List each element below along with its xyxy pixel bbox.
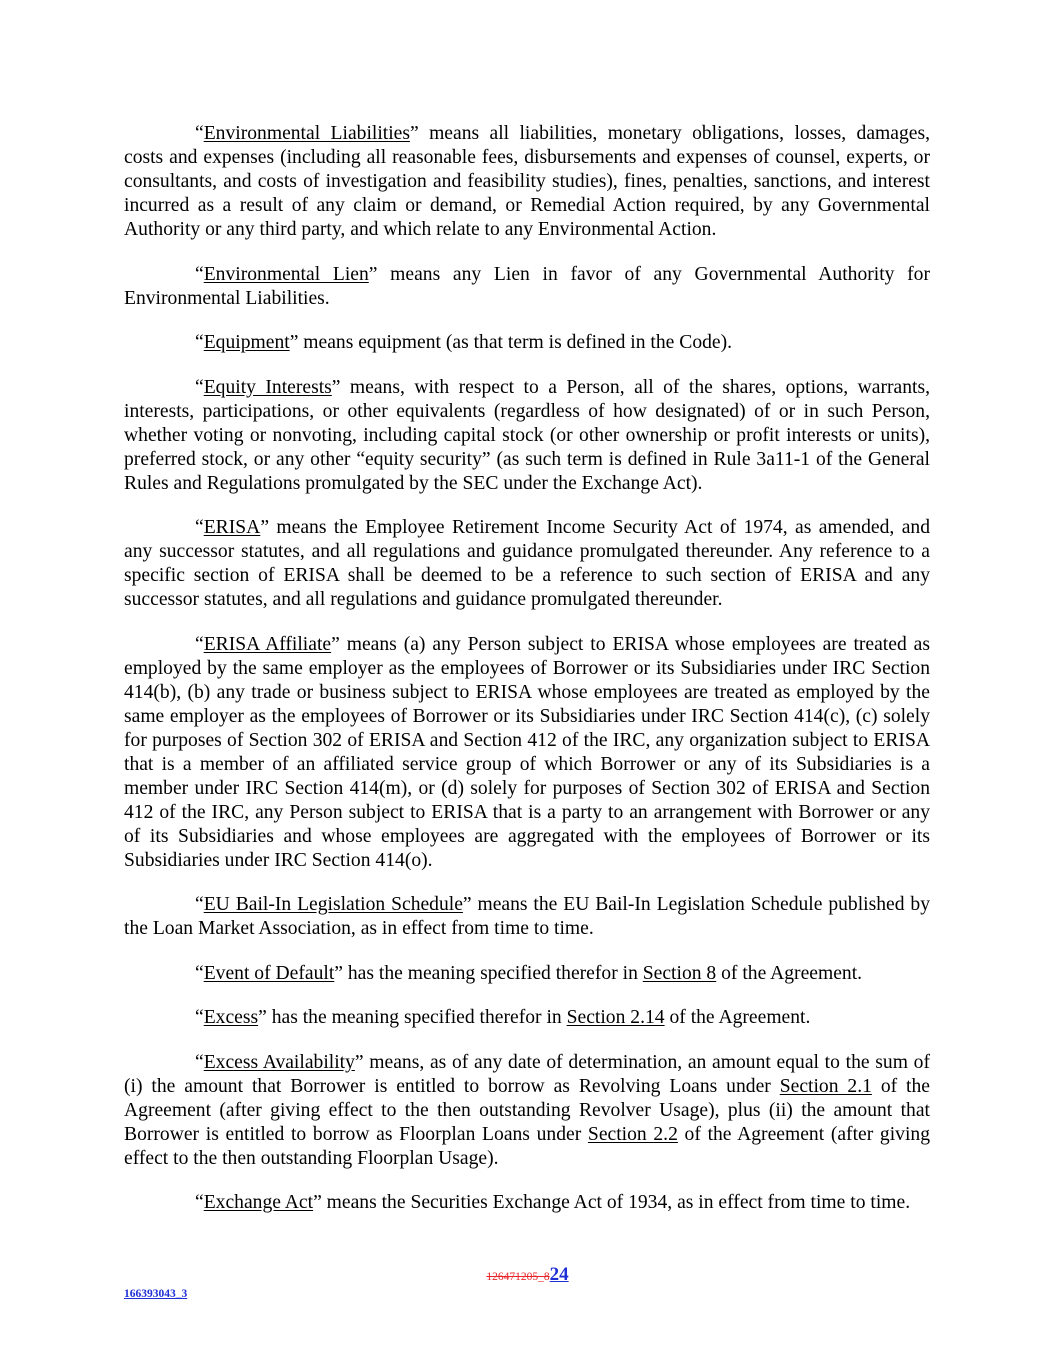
section-reference: Section 2.14 bbox=[566, 1007, 665, 1028]
defined-term: Excess bbox=[203, 1007, 259, 1028]
definition-paragraph: “ERISA Affiliate” means (a) any Person subject to ERISA whose employees are treated as employed by the same employer as the employees of Borrower or its Subsidiaries under IRC Section 414(b), (b) any trade or business subject to ERISA whose employees are treated as employed by the same employer as the employees of Borrower or its Subsidiaries under IRC Section 414(c), (c) solely for purposes of Section 302 of ERISA and Section 412 of the IRC, any organization subject to ERISA that is a member of an affiliated service group of which Borrower or any of its Subsidiaries is a member under IRC Section 414(m), or (d) solely for purposes of Section 302 of ERISA and Section 412 of the IRC, any Person subject to ERISA that is a party to an arrangement with Borrower or any of its Subsidiaries and whose employees are aggregated with the employees of Borrower or its Subsidiaries under IRC Section 414(o). bbox=[124, 633, 930, 871]
defined-term: Event of Default bbox=[203, 962, 335, 984]
definition-text: ” has the meaning specified therefor in bbox=[258, 1007, 567, 1028]
definition-paragraph: “Exchange Act” means the Securities Exchange Act of 1934, as in effect from time to time. bbox=[195, 1192, 911, 1213]
definition-text: ” means, as of any date of determination, an amount equal to the sum of (i) the amount that Borrower is entitled to borrow as Revolving Loans under bbox=[124, 1051, 930, 1097]
deleted-document-id: 126471205_8 bbox=[486, 1271, 550, 1283]
page-footer bbox=[0, 1264, 1055, 1286]
definition-text: ” means any Lien in favor of any Governmental Authority for Environmental Liabilities. bbox=[124, 263, 930, 309]
defined-term: Excess Availability bbox=[203, 1051, 355, 1073]
definition-text: ” means equipment (as that term is defined in the Code). bbox=[289, 332, 733, 353]
page-number: 24 bbox=[549, 1264, 569, 1285]
defined-term: Exchange Act bbox=[203, 1192, 314, 1213]
definition-text: ” means the Securities Exchange Act of 1934, as in effect from time to time. bbox=[313, 1192, 911, 1213]
document-body bbox=[124, 122, 930, 1236]
section-reference: Section 2.1 bbox=[779, 1075, 872, 1097]
definition-paragraph: “Environmental Liabilities” means all liabilities, monetary obligations, losses, damages, costs and expenses (including all reasonable fees, disbursements and expenses of counsel, experts, or consultants, and costs of investigation and feasibility studies), fines, penalties, sanctions, and interest incurred as a result of any claim or demand, or Remedial Action required, by any Governmental Authority or any third party, and which relate to any Environmental Action. bbox=[124, 123, 930, 240]
defined-term: Equity Interests bbox=[203, 376, 332, 398]
defined-term: Equipment bbox=[203, 332, 290, 353]
section-reference: Section 2.2 bbox=[587, 1123, 678, 1145]
definition-text: ” has the meaning specified therefor in bbox=[334, 962, 643, 984]
definition-text: ” means the Employee Retirement Income Security Act of 1974, as amended, and any successor statutes, and all regulations and guidance promulgated thereunder. Any reference to a specific section of ERISA shall be deemed to be a reference to such section of ERISA and any successor statutes, and all regulations and guidance promulgated thereunder. bbox=[124, 517, 930, 610]
definition-text: ” means the EU Bail-In Legislation Schedule published by the Loan Market Association, as in effect from time to time. bbox=[124, 894, 930, 939]
section-reference: Section 8 bbox=[642, 962, 717, 984]
document-id: 166393043_3 bbox=[124, 1288, 188, 1300]
defined-term: Environmental Liabilities bbox=[203, 123, 410, 144]
definition-paragraph: “Event of Default” has the meaning specified therefor in Section 8 of the Agreement. bbox=[195, 962, 863, 984]
definition-text: ” means, with respect to a Person, all of the shares, options, warrants, interests, participations, or other equivalents (regardless of how designated) of or in such Person, whether voting or nonvoting, including capital stock (or other ownership or profit interests or units), preferred stock, or any other “equity security” (as such term is defined in Rule 3a11-1 of the General Rules and Regulations promulgated by the SEC under the Exchange Act). bbox=[124, 376, 930, 494]
definition-text: of the Agreement. bbox=[664, 1007, 811, 1028]
defined-term: ERISA Affiliate bbox=[203, 633, 332, 655]
definition-paragraph: “Excess” has the meaning specified therefor in Section 2.14 of the Agreement. bbox=[195, 1007, 811, 1028]
definition-paragraph: “Equipment” means equipment (as that term is defined in the Code). bbox=[195, 332, 733, 353]
definition-text: of the Agreement (after giving effect to the then outstanding Floorplan Usage). bbox=[124, 1123, 931, 1169]
definition-text: of the Agreement. bbox=[716, 962, 863, 984]
definition-paragraph: “EU Bail-In Legislation Schedule” means the EU Bail-In Legislation Schedule published by the Loan Market Association, as in effect from time to time. bbox=[124, 894, 930, 939]
definition-text: of the Agreement (after giving effect to the then outstanding Revolver Usage), plus (ii) the amount that Borrower is entitled to borrow as Floorplan Loans under bbox=[124, 1075, 930, 1145]
definition-paragraph: “Environmental Lien” means any Lien in favor of any Governmental Authority for Environmental Liabilities. bbox=[124, 263, 930, 309]
definition-paragraph: “Excess Availability” means, as of any date of determination, an amount equal to the sum of (i) the amount that Borrower is entitled to borrow as Revolving Loans under Section 2.1 of the Agreement (after giving effect to the then outstanding Revolver Usage), plus (ii) the amount that Borrower is entitled to borrow as Floorplan Loans under Section 2.2 of the Agreement (after giving effect to the then outstanding Floorplan Usage). bbox=[124, 1051, 931, 1169]
defined-term: Environmental Lien bbox=[203, 263, 369, 285]
definition-paragraph: “ERISA” means the Employee Retirement Income Security Act of 1974, as amended, and any successor statutes, and all regulations and guidance promulgated thereunder. Any reference to a specific section of ERISA shall be deemed to be a reference to such section of ERISA and any successor statutes, and all regulations and guidance promulgated thereunder. bbox=[124, 517, 930, 610]
definition-text: ” means all liabilities, monetary obligations, losses, damages, costs and expenses (including all reasonable fees, disbursements and expenses of counsel, experts, or consultants, and costs of investigation and feasibility studies), fines, penalties, sanctions, and interest incurred as a result of any claim or demand, or Remedial Action required, by any Governmental Authority or any third party, and which relate to any Environmental Action. bbox=[124, 123, 930, 240]
definition-text: ” means (a) any Person subject to ERISA whose employees are treated as employed by the same employer as the employees of Borrower or its Subsidiaries under IRC Section 414(b), (b) any trade or business subject to ERISA whose employees are treated as employed by the same employer as the employees of Borrower or its Subsidiaries under IRC Section 414(c), (c) solely for purposes of Section 302 of ERISA and Section 412 of the IRC, any organization subject to ERISA that is a member of an affiliated service group of which Borrower or any of its Subsidiaries is a member under IRC Section 414(m), or (d) solely for purposes of Section 302 of ERISA and Section 412 of the IRC, any Person subject to ERISA that is a party to an arrangement with Borrower or any of its Subsidiaries and whose employees are aggregated with the employees of Borrower or its Subsidiaries under IRC Section 414(o). bbox=[124, 633, 930, 871]
defined-term: ERISA bbox=[203, 517, 261, 538]
defined-term: EU Bail-In Legislation Schedule bbox=[203, 894, 463, 915]
definition-paragraph: “Equity Interests” means, with respect to a Person, all of the shares, options, warrants, interests, participations, or other equivalents (regardless of how designated) of or in such Person, whether voting or nonvoting, including capital stock (or other ownership or profit interests or units), preferred stock, or any other “equity security” (as such term is defined in Rule 3a11-1 of the General Rules and Regulations promulgated by the SEC under the Exchange Act). bbox=[124, 376, 930, 494]
